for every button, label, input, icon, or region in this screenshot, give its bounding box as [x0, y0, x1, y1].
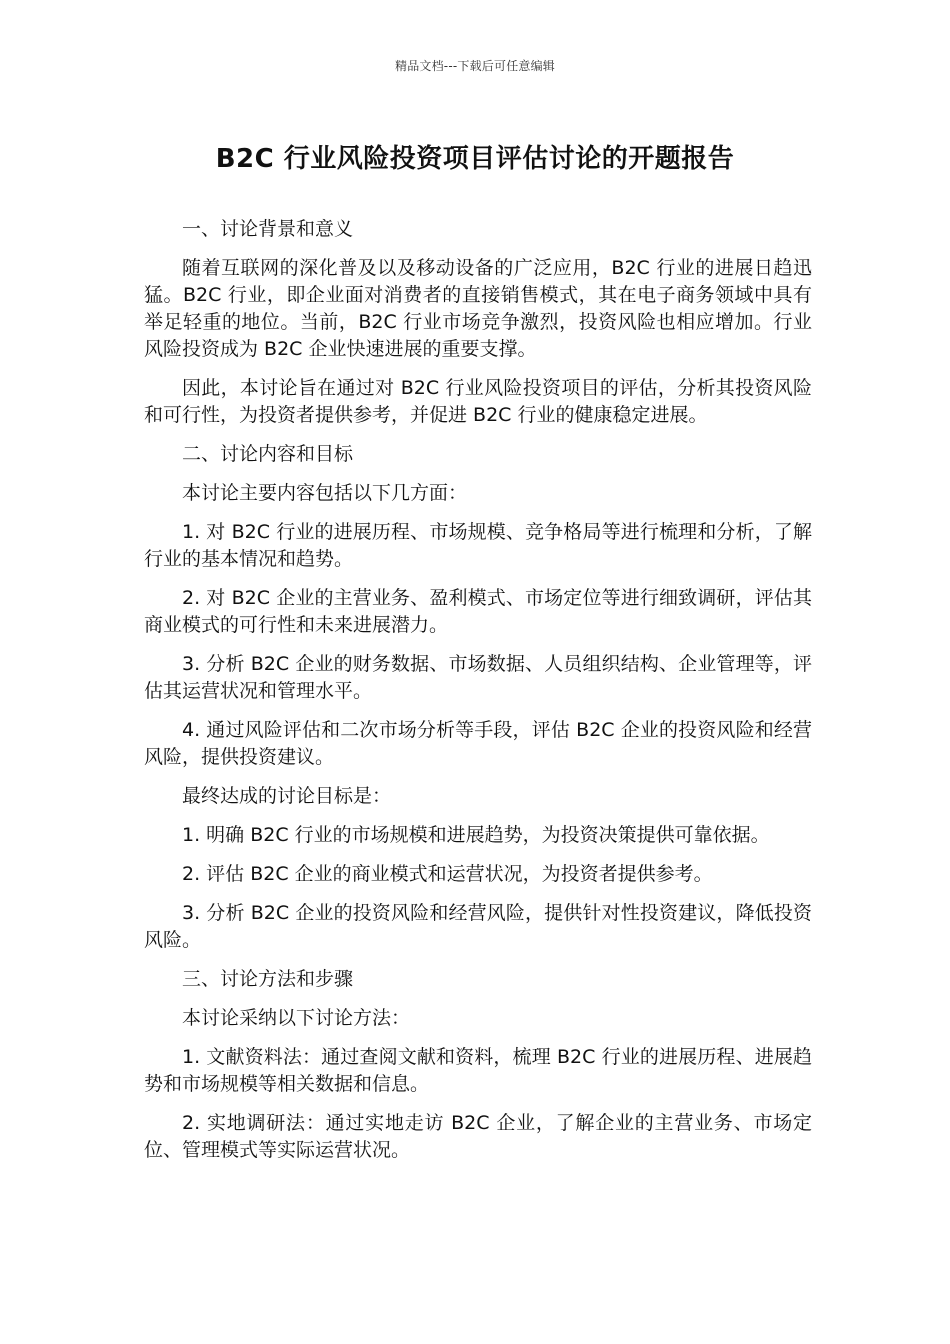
- section-heading-3: 三、讨论方法和步骤: [182, 968, 354, 990]
- paragraph-content-intro: 本讨论主要内容包括以下几方面：: [182, 482, 468, 504]
- content-item-1: 1. 对 B2C 行业的进展历程、市场规模、竞争格局等进行梳理和分析，了解行业的基本情况和趋势。: [144, 521, 812, 570]
- section-heading-1: 一、讨论背景和意义: [182, 218, 354, 240]
- method-item-2: 2. 实地调研法：通过实地走访 B2C 企业，了解企业的主营业务、市场定位、管理模式等实际运营状况。: [144, 1112, 812, 1161]
- method-item-1: 1. 文献资料法：通过查阅文献和资料，梳理 B2C 行业的进展历程、进展趋势和市场规模等相关数据和信息。: [144, 1046, 812, 1095]
- section-heading-2: 二、讨论内容和目标: [182, 443, 354, 465]
- goal-item-3: 3. 分析 B2C 企业的投资风险和经营风险，提供针对性投资建议，降低投资风险。: [144, 902, 812, 951]
- paragraph-background: 随着互联网的深化普及以及移动设备的广泛应用，B2C 行业的进展日趋迅猛。B2C 行业，即企业面对消费者的直接销售模式，其在电子商务领域中具有举足轻重的地位。当前，B2C 行业市场竞争激烈，投资风险也相应增加。行业风险投资成为 B2C 企业快速进展的重要支撑。: [144, 257, 812, 360]
- goal-item-1: 1. 明确 B2C 行业的市场规模和进展趋势，为投资决策提供可靠依据。: [182, 824, 770, 846]
- content-item-3: 3. 分析 B2C 企业的财务数据、市场数据、人员组织结构、企业管理等，评估其运营状况和管理水平。: [144, 653, 812, 702]
- document-title: B2C 行业风险投资项目评估讨论的开题报告: [215, 144, 735, 174]
- goal-item-2: 2. 评估 B2C 企业的商业模式和运营状况，为投资者提供参考。: [182, 863, 713, 885]
- content-item-4: 4. 通过风险评估和二次市场分析等手段，评估 B2C 企业的投资风险和经营风险，提供投资建议。: [144, 719, 812, 768]
- header-note: 精品文档---下载后可任意编辑: [395, 59, 555, 73]
- content-item-2: 2. 对 B2C 企业的主营业务、盈利模式、市场定位等进行细致调研，评估其商业模式的可行性和未来进展潜力。: [144, 587, 812, 636]
- document-body: [144, 216, 812, 1176]
- paragraph-purpose: 因此，本讨论旨在通过对 B2C 行业风险投资项目的评估，分析其投资风险和可行性，为投资者提供参考，并促进 B2C 行业的健康稳定进展。: [144, 377, 812, 426]
- paragraph-goals-intro: 最终达成的讨论目标是：: [182, 785, 392, 807]
- paragraph-methods-intro: 本讨论采纳以下讨论方法：: [182, 1007, 411, 1029]
